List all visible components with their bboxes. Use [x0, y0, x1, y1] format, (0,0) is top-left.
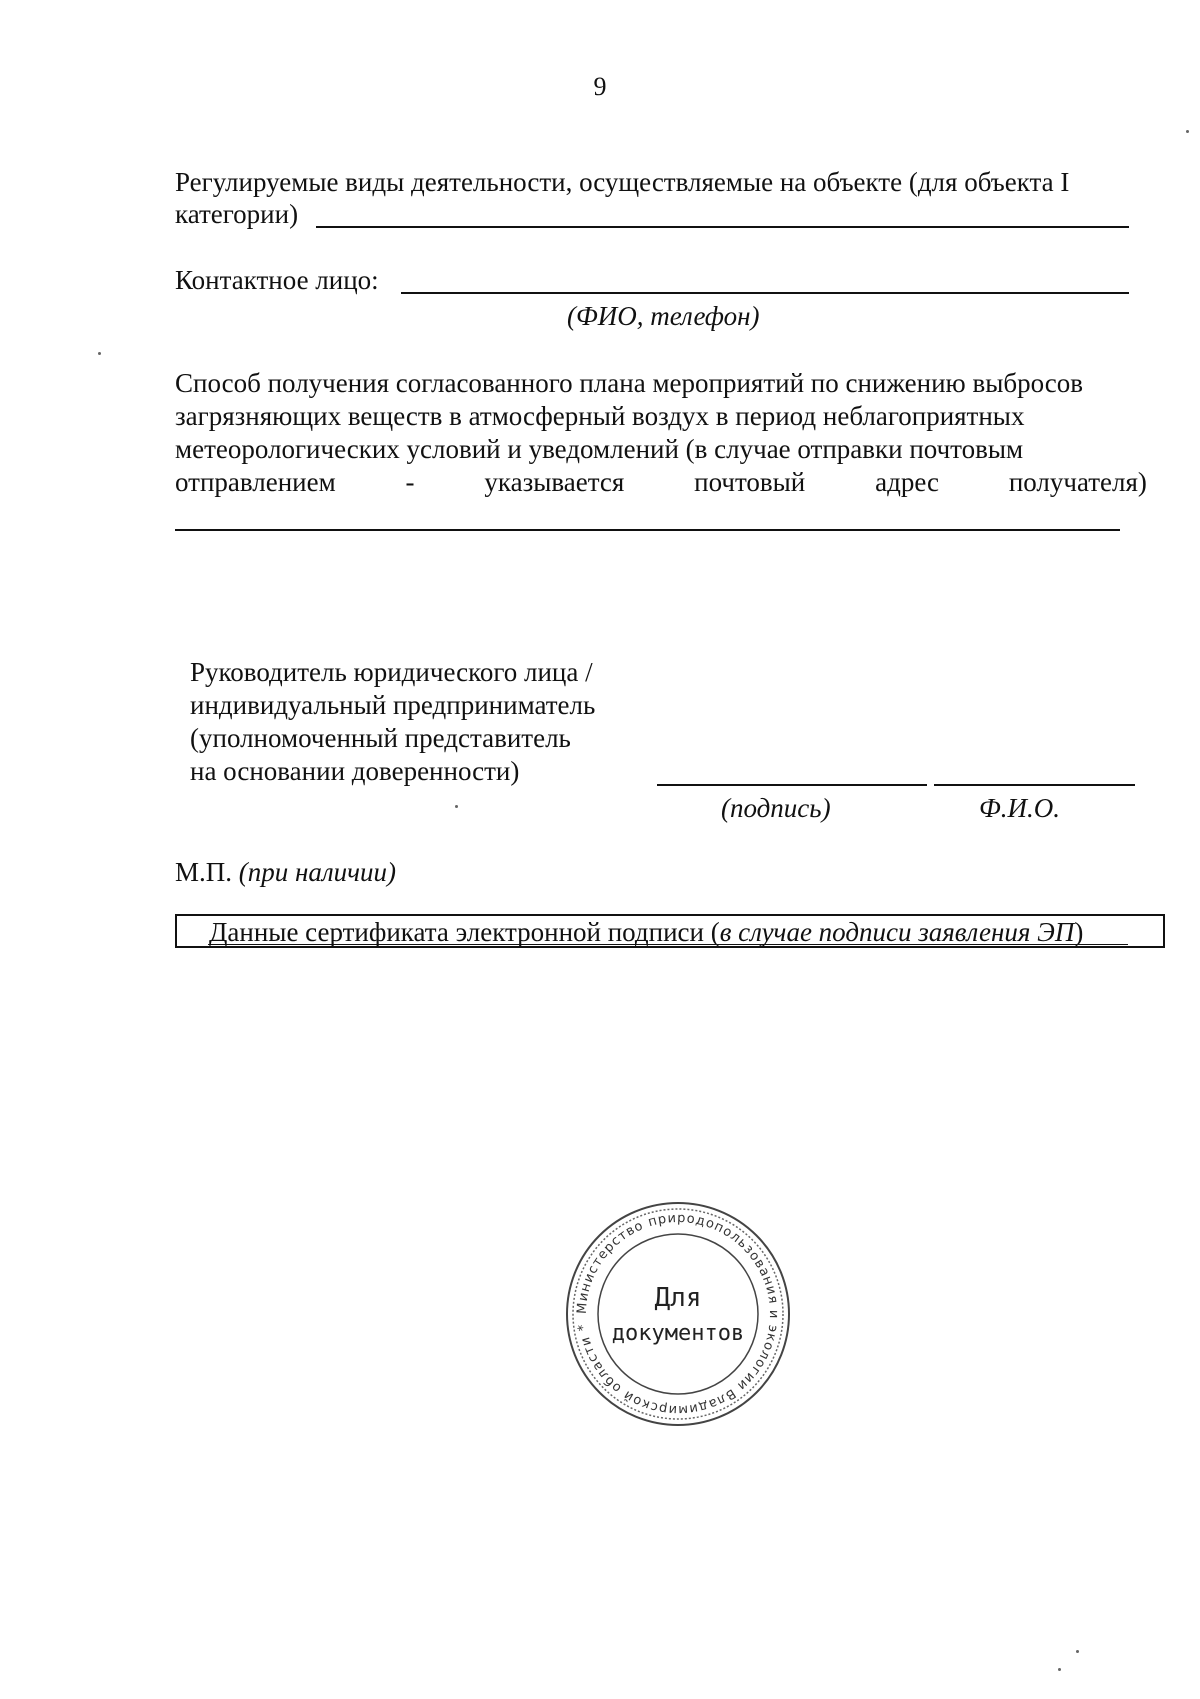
scan-speck	[455, 805, 458, 808]
page-number: 9	[593, 72, 607, 101]
seal-place-hint: (при наличии)	[238, 857, 397, 887]
delivery-word: адрес	[875, 467, 939, 497]
signature-hint: (подпись)	[721, 793, 831, 823]
name-hint: Ф.И.О.	[979, 793, 1060, 823]
stamp-center-line-1: Для	[654, 1283, 702, 1313]
seal-place	[175, 856, 396, 889]
stamp-dotted-ring	[573, 1209, 783, 1419]
certificate-underline	[208, 944, 1128, 945]
round-stamp	[562, 1198, 794, 1430]
delivery-line-1: Способ получения согласованного плана мероприятий по снижению выбросов	[175, 368, 1083, 398]
contact-label: Контактное лицо:	[175, 265, 379, 295]
scan-speck	[1058, 1668, 1061, 1671]
signature-fill-line	[657, 784, 927, 786]
delivery-word: получателя)	[1008, 467, 1147, 497]
stamp-outer-ring	[567, 1203, 789, 1425]
stamp-ring-path: Министерство природопользования и экологии Владимирской области *	[574, 1210, 782, 1418]
activities-fill-line	[316, 226, 1129, 228]
contact-hint: (ФИО, телефон)	[567, 301, 760, 331]
stamp-inner-ring	[598, 1234, 758, 1394]
name-fill-line	[934, 784, 1135, 786]
scan-speck	[98, 352, 101, 355]
delivery-word: отправлением	[175, 467, 336, 497]
signatory-line-4: на основании доверенности)	[190, 756, 520, 786]
delivery-line-2: загрязняющих веществ в атмосферный воздух в период неблагоприятных	[175, 401, 1025, 431]
delivery-word: почтовый	[694, 467, 806, 497]
activities-line-1: Регулируемые виды деятельности, осуществляемые на объекте (для объекта I	[175, 167, 1070, 197]
signatory-line-2: индивидуальный предприниматель	[190, 690, 596, 720]
delivery-word: -	[405, 467, 415, 497]
signatory-line-1: Руководитель юридического лица /	[190, 657, 593, 687]
certificate-label: Данные сертификата электронной подписи (	[209, 917, 720, 947]
seal-place-label: М.П.	[175, 857, 233, 887]
scan-speck	[1076, 1650, 1079, 1653]
activities-line-2: категории)	[175, 199, 299, 229]
certificate-box	[175, 914, 1165, 948]
scan-speck	[1186, 130, 1189, 133]
certificate-italic: в случае подписи заявления ЭП	[719, 917, 1075, 947]
delivery-fill-line	[175, 529, 1120, 531]
certificate-close: )	[1074, 917, 1084, 947]
stamp-ring-text	[575, 1211, 781, 1417]
stamp-graphic	[562, 1198, 794, 1430]
contact-fill-line	[401, 292, 1129, 294]
delivery-line-4	[175, 466, 1147, 499]
delivery-word: указывается	[484, 467, 625, 497]
stamp-center-line-2: документов	[611, 1321, 745, 1346]
delivery-line-3: метеорологических условий и уведомлений (в случае отправки почтовым	[175, 434, 1024, 464]
signatory-line-3: (уполномоченный представитель	[190, 723, 571, 753]
